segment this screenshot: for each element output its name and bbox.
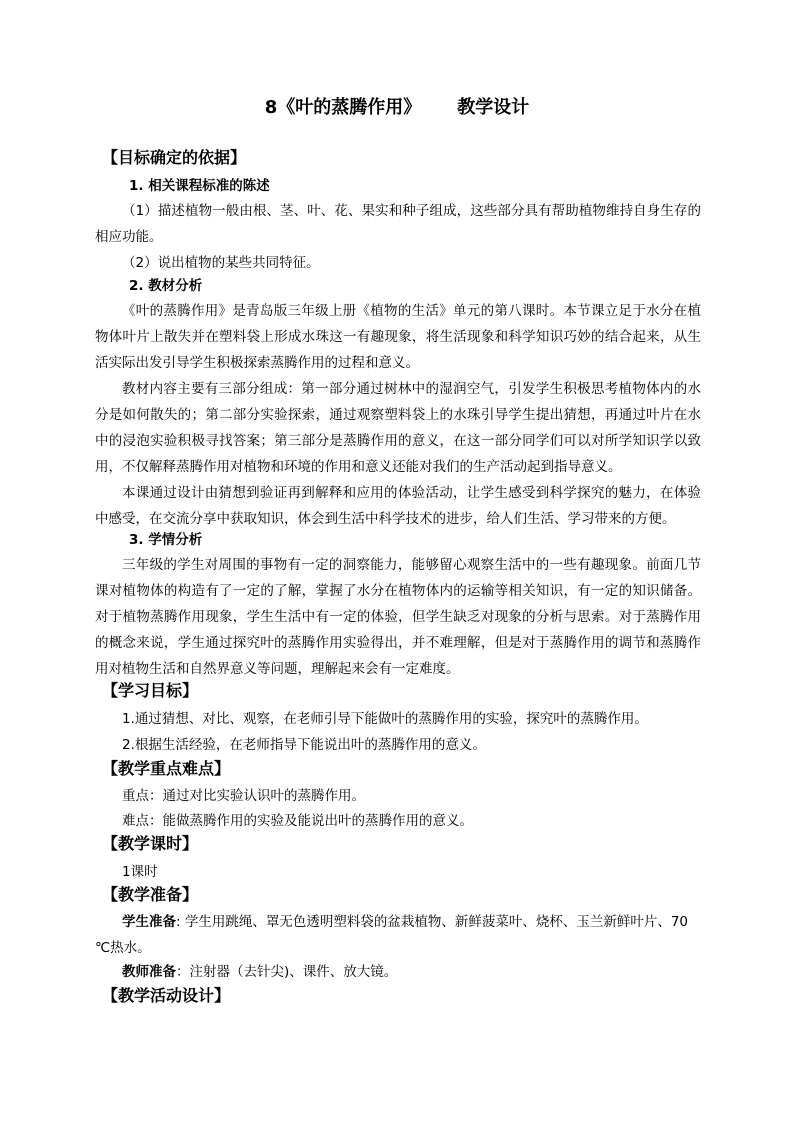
teacher-preparation-label: 教师准备 — [122, 964, 176, 980]
objective-item-2: 2.根据生活经验，在老师指导下能说出叶的蒸腾作用的意义。 — [122, 737, 486, 753]
curriculum-item-1: （1）描述植物一般由根、茎、叶、花、果实和种子组成，这些部分具有帮助植物维持自身生存的相应功能。 — [95, 203, 701, 245]
objective-item-1: 1.通过猜想、对比、观察，在老师引导下能做叶的蒸腾作用的实验，探究叶的蒸腾作用。 — [122, 711, 648, 727]
keypoint-difficult: 难点：能做蒸腾作用的实验及能说出叶的蒸腾作用的意义。 — [122, 813, 473, 829]
student-preparation-text: : 学生用跳绳、罩无色透明塑料袋的盆栽植物、新鲜菠菜叶、烧杯、玉兰新鲜叶片、70 — [176, 914, 689, 930]
textbook-para-1: 《叶的蒸腾作用》是青岛版三年级上册《植物的生活》单元的第八课时。本节课立足于水分在植物体叶片上散失并在塑料袋上形成水珠这一有趣现象，将生活现象和科学知识巧妙的结合起来，从生活实际出发引导学生积极探索蒸腾作用的过程和意义。 — [95, 303, 701, 371]
keypoint-key: 重点：通过对比实验认识叶的蒸腾作用。 — [122, 788, 365, 804]
textbook-para-3: 本课通过设计由猜想到验证再到解释和应用的体验活动，让学生感受到科学探究的魅力，在体验中感受，在交流分享中获取知识，体会到生活中科学技术的进步，给人们生活、学习带来的方便。 — [95, 485, 701, 527]
heading-keypoints: 【教学重点难点】 — [102, 759, 231, 778]
title-main: 8《叶的蒸腾作用》 — [264, 97, 422, 118]
document-title — [0, 95, 794, 121]
textbook-para-2: 教材内容主要有三部分组成：第一部分通过树林中的湿润空气，引发学生积极思考植物体内的水分是如何散失的；第二部分实验探索，通过观察塑料袋上的水珠引导学生提出猜想，再通过叶片在水中的浸泡实验积极寻找答案；第三部分是蒸腾作用的意义，在这一部分同学们可以对所学知识学以致用，不仅解释蒸腾作用对植物和环境的作用和意义还能对我们的生产活动起到指导意义。 — [95, 381, 701, 475]
student-preparation-label: 学生准备 — [122, 914, 176, 930]
heading-activity: 【教学活动设计】 — [102, 986, 231, 1005]
heading-objectives: 【学习目标】 — [102, 681, 199, 700]
teacher-preparation — [122, 962, 397, 982]
curriculum-item-2: （2）说出植物的某些共同特征。 — [122, 255, 320, 271]
heading-preparation: 【教学准备】 — [102, 885, 199, 904]
heading-basis: 【目标确定的依据】 — [102, 148, 247, 167]
student-preparation-continued: ℃热水。 — [95, 940, 151, 956]
students-para: 三年级的学生对周围的事物有一定的洞察能力，能够留心观察生活中的一些有趣现象。前面几节课对植物体的构造有了一定的了解，掌握了水分在植物体内的运输等相关知识，有一定的知识储备。对于植物蒸腾作用现象，学生生活中有一定的体验，但学生缺乏对现象的分析与思索。对于蒸腾作用的概念来说，学生通过探究叶的蒸腾作用实验得出，并不难理解，但是对于蒸腾作用的调节和蒸腾作用对植物生活和自然界意义等问题，理解起来会有一定难度。 — [95, 557, 701, 677]
hours-value: 1课时 — [122, 864, 158, 880]
heading-curriculum: 1. 相关课程标准的陈述 — [129, 178, 270, 194]
title-suffix: 教学设计 — [457, 97, 530, 118]
heading-students: 3. 学情分析 — [129, 532, 203, 548]
teacher-preparation-text: ：注射器（去针尖)、课件、放大镜。 — [176, 964, 398, 980]
heading-textbook: 2. 教材分析 — [129, 278, 203, 294]
heading-hours: 【教学课时】 — [102, 834, 199, 853]
student-preparation — [122, 912, 688, 932]
